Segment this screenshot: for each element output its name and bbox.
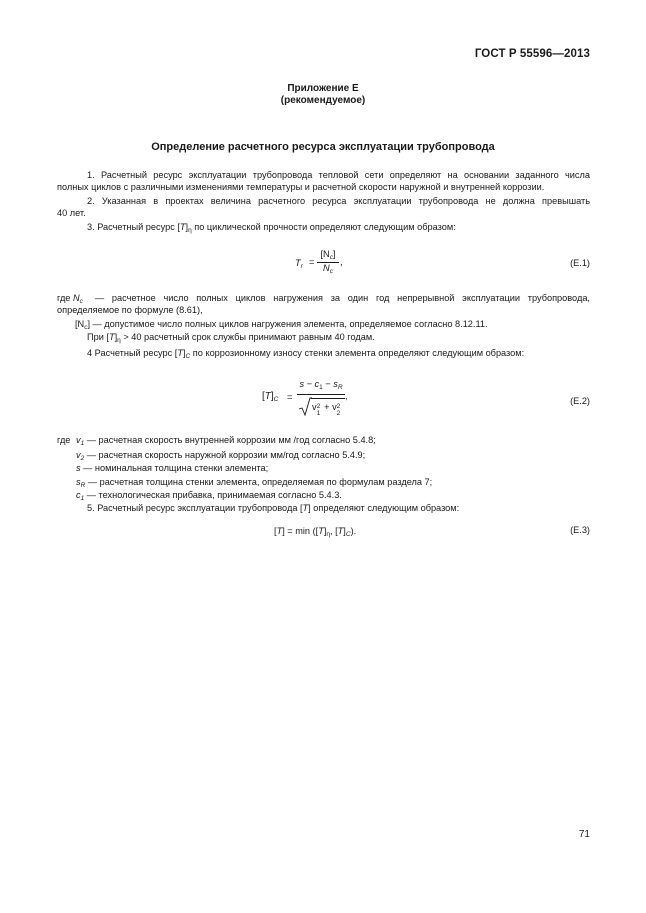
p3-text: 3. Расчетный ресурс $[T]_\eta$ по циклической прочности определяют следующим образом: xyxy=(87,222,456,234)
standard-header: ГОСТ Р 55596—2013 xyxy=(474,48,590,60)
appendix-subtitle: (рекомендуемое) xyxy=(280,95,366,106)
eq2-lhs: $[T]_C$ xyxy=(262,391,279,403)
eq2-denominator: v 2 1 + v 2 2 xyxy=(312,402,341,417)
eq2-number: (Е.2) xyxy=(570,396,590,406)
eq1-equals: = xyxy=(309,257,315,267)
p2-line2: 40 лет. xyxy=(57,208,86,218)
where1-line1: — расчетное число полных циклов нагружения за один год непрерывной эксплуатации трубопровода, xyxy=(95,293,590,303)
eq2-fraction-bar xyxy=(297,394,345,395)
eq1-numerator: $[N_c]$ xyxy=(320,249,336,261)
eq1-lhs: $T_r$ xyxy=(295,258,303,270)
eq3-formula: $[T] = \min ([T]_\eta$, $[T]_C$). xyxy=(274,526,357,538)
p1-line1: 1. Расчетный ресурс эксплуатации трубопровода тепловой сети определяют на основании заданного числа xyxy=(87,170,590,180)
nc-definition: $[N_c]$ — допустимое число полных циклов нагружения элемента, определяемое согласно 8.12.11. xyxy=(75,319,488,331)
section-title: Определение расчетного ресурса эксплуатации трубопровода xyxy=(151,141,495,153)
definition-item: где $v_1$ — расчетная скорость внутренней коррозии мм /год согласно 5.4.8; xyxy=(57,435,376,447)
definition-item: $c_1$ — технологическая прибавка, принимаемая согласно 5.4.3. xyxy=(76,490,342,502)
eq1-number: (Е.1) xyxy=(570,258,590,268)
where1-line2: определяемое по формуле (8.61), xyxy=(57,305,203,315)
definition-item: s — номинальная толщина стенки элемента; xyxy=(76,463,269,473)
p4-text: 4 Расчетный ресурс $[T]_C$ по коррозионному износу стенки элемента определяют следующим образом: xyxy=(87,348,525,360)
eq2-equals: = xyxy=(287,392,293,402)
eq3-number: (Е.3) xyxy=(570,525,590,535)
eq1-comma: , xyxy=(340,257,343,267)
eq2-sqrt-icon xyxy=(298,397,312,417)
eq2-numerator: $s - c_1 - s_R$ xyxy=(299,379,343,391)
definition-item: $s_R$ — расчетная толщина стенки элемента, определяемая по формулам раздела 7; xyxy=(76,477,433,489)
definition-item: $v_2$ — расчетная скорость наружной коррозии мм/год согласно 5.4.9; xyxy=(76,450,366,462)
eq2-sqrt-bar xyxy=(311,398,345,399)
pri-text: При $[T]_\eta > 40$ расчетный срок службы принимают равным 40 годам. xyxy=(87,332,375,344)
page-number: 71 xyxy=(578,829,590,840)
p2-line1: 2. Указанная в проектах величина расчетного ресурса эксплуатации трубопровода не должна превышать xyxy=(87,196,590,206)
p5-text: 5. Расчетный ресурс эксплуатации трубопровода [T] определяют следующим образом: xyxy=(87,503,460,513)
eq2-comma: , xyxy=(345,391,348,401)
p1-line2: полных циклов с различными изменениями температуры и расчетной скорости наружной и внутренней коррозии. xyxy=(57,182,545,192)
eq1-denominator: $N_c$ xyxy=(323,263,333,275)
appendix-title: Приложение Е xyxy=(287,83,359,94)
where1-gde: где $N_c$ xyxy=(57,293,83,305)
